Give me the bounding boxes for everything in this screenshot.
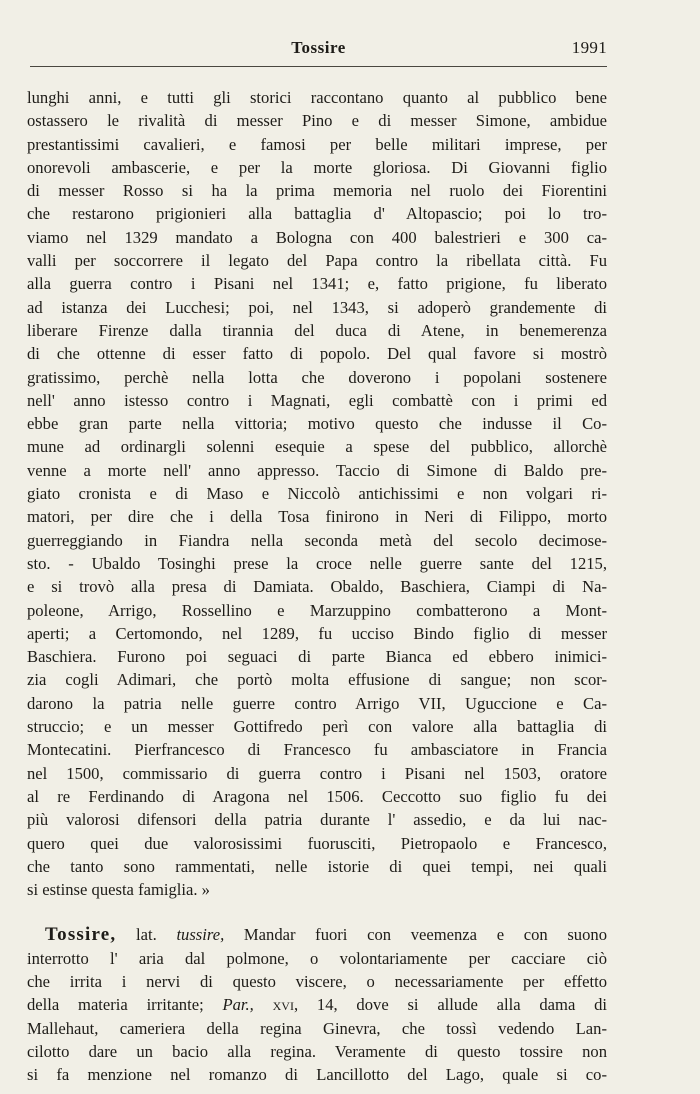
text-line: quero quei due valorosissimi fuorusciti, Pietropaolo e Francesco, bbox=[27, 833, 607, 853]
body-text bbox=[27, 86, 607, 1086]
text-line: liberare Firenze dalla tirannia del duca di Atene, in benemerenza bbox=[27, 320, 607, 340]
text-line: di messer Rosso si ha la prima memoria nel ruolo dei Fiorentini bbox=[27, 181, 607, 201]
reference-line bbox=[27, 993, 607, 1016]
text-line: ebbe gran parte nella vittoria; motivo questo che indusse il Co- bbox=[27, 414, 607, 434]
definition-start: Mandar fuori con veemenza e con suono bbox=[224, 925, 607, 945]
text-line: sto. - Ubaldo Tosinghi prese la croce nelle guerre sante del 1215, bbox=[27, 553, 607, 573]
entry-first-line bbox=[27, 923, 607, 946]
text-line: si estinse questa famiglia. » bbox=[27, 880, 210, 900]
work-abbreviation: Par., bbox=[222, 995, 254, 1015]
text-line: zia cogli Adimari, che portò molta effusione di sangue; non scor- bbox=[27, 670, 607, 690]
text-line: darono la patria nelle guerre contro Arrigo VII, Uguccione e Ca- bbox=[27, 693, 607, 713]
running-head bbox=[30, 38, 607, 64]
reference-before: della materia irritante; bbox=[27, 995, 223, 1015]
text-line: Mallehaut, cameriera della regina Ginevra, che tossì vedendo Lan- bbox=[27, 1018, 607, 1038]
text-line: matori, per dire che i della Tosa finirono in Neri di Filippo, morto bbox=[27, 507, 607, 527]
dictionary-entry bbox=[27, 923, 607, 1086]
running-title: Tossire bbox=[291, 38, 346, 57]
text-line: struccio; e un messer Gottifredo perì con valore alla battaglia di bbox=[27, 717, 607, 737]
text-line: che restarono prigionieri alla battaglia d' Altopascio; poi lo tro- bbox=[27, 204, 607, 224]
text-line: Montecatini. Pierfrancesco di Francesco fu ambasciatore in Francia bbox=[27, 740, 607, 760]
text-line: ostassero le rivalità di messer Pino e di messer Simone, ambidue bbox=[27, 111, 607, 131]
text-line: nel 1500, commissario di guerra contro i Pisani nel 1503, oratore bbox=[27, 763, 607, 783]
header-rule bbox=[30, 66, 607, 67]
text-line: alla guerra contro i Pisani nel 1341; e, fatto prigione, fu liberato bbox=[27, 274, 607, 294]
latin-word: tussire, bbox=[176, 925, 225, 945]
text-line: poleone, Arrigo, Rossellino e Marzuppino combatterono a Mont- bbox=[27, 600, 607, 620]
text-line: onorevoli ambascerie, e per la morte gloriosa. Di Giovanni figlio bbox=[27, 157, 607, 177]
text-line: cilotto dare un bacio alla regina. Veramente di questo tossire non bbox=[27, 1041, 607, 1061]
entry-headword: Tossire, bbox=[45, 924, 117, 946]
page-number: 1991 bbox=[571, 38, 607, 57]
text-line: ad istanza dei Lucchesi; poi, nel 1343, si adoperò grandemente di bbox=[27, 297, 607, 317]
text-line: prestantissimi cavalieri, e famosi per belle militari imprese, per bbox=[27, 134, 607, 154]
quote-paragraph bbox=[27, 86, 607, 901]
text-line: interrotto l' aria dal polmone, o volontariamente per cacciare ciò bbox=[27, 948, 607, 968]
text-line: e si trovò alla presa di Damiata. Obaldo, Baschiera, Ciampi di Na- bbox=[27, 577, 607, 597]
canto-number: xvi bbox=[272, 995, 294, 1015]
text-line: lunghi anni, e tutti gli storici raccontano quanto al pubblico bene bbox=[27, 88, 607, 107]
text-line: guerreggiando in Fiandra nella seconda metà del secolo decimose- bbox=[27, 530, 607, 550]
text-line: che tanto sono rammentati, nelle istorie di quei tempi, nei quali bbox=[27, 856, 607, 876]
text-line: si fa menzione nel romanzo di Lancillotto del Lago, quale si co- bbox=[27, 1065, 607, 1085]
text-line: gratissimo, perchè nella lotta che doverono i popolani sostenere bbox=[27, 367, 607, 387]
text-line: valli per soccorrere il legato del Papa contro la ribellata città. Fu bbox=[27, 251, 607, 271]
text-line: di che ottenne di esser fatto di popolo. Del qual favore si mostrò bbox=[27, 344, 607, 364]
text-line: aperti; a Certomondo, nel 1289, fu ucciso Bindo figlio di messer bbox=[27, 623, 607, 643]
text-line: che irrita i nervi di questo viscere, o necessariamente per effetto bbox=[27, 971, 607, 991]
text-line: al re Ferdinando di Aragona nel 1506. Ceccotto suo figlio fu dei bbox=[27, 786, 607, 806]
text-line: viamo nel 1329 mandato a Bologna con 400 balestrieri e 300 ca- bbox=[27, 227, 607, 247]
text-line: Baschiera. Furono poi seguaci di parte Bianca ed ebbero inimici- bbox=[27, 647, 607, 667]
text-line: mune ad ordinargli solenni esequie a spese del pubblico, allorchè bbox=[27, 437, 607, 457]
text-line: nell' anno istesso contro i Magnati, egli combattè con i primi ed bbox=[27, 390, 607, 410]
latin-label: lat. bbox=[116, 925, 177, 945]
reference-after: , 14, dove si allude alla dama di bbox=[293, 995, 608, 1015]
paragraph-gap bbox=[27, 901, 607, 923]
text-line: venne a morte nell' anno appresso. Taccio di Simone di Baldo pre- bbox=[27, 460, 607, 480]
text-line: più valorosi difensori della patria durante l' assedio, e da lui nac- bbox=[27, 810, 607, 830]
text-line: giato cronista e di Maso e Niccolò antichissimi e non volgari ri- bbox=[27, 484, 607, 504]
